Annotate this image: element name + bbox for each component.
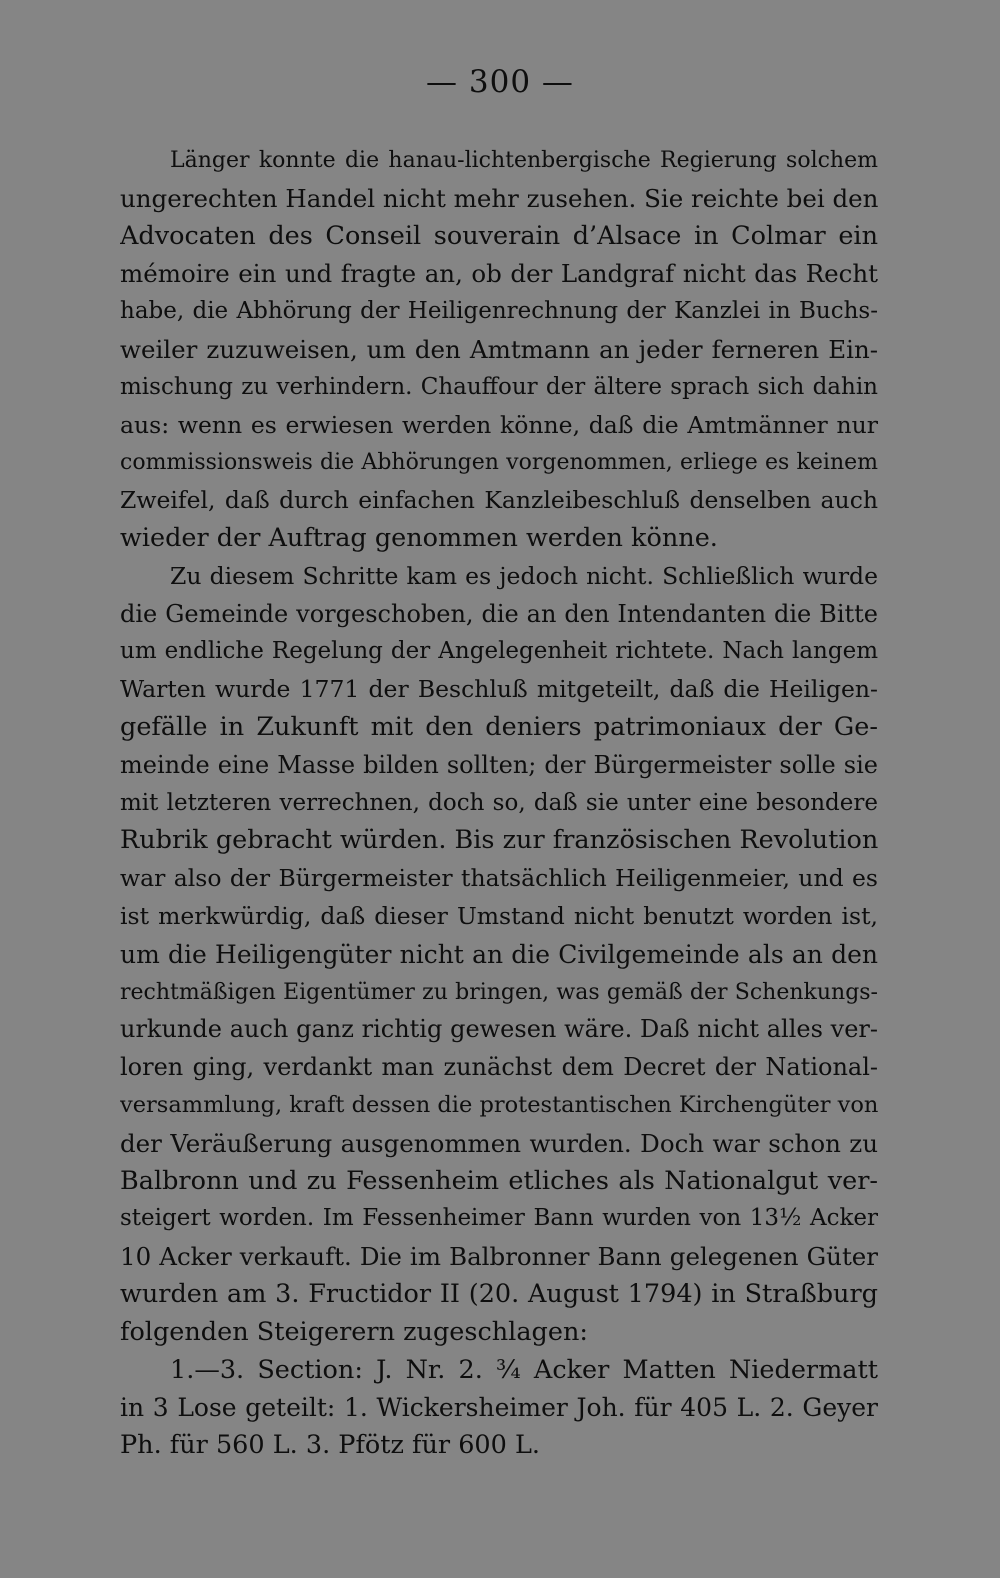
text-line: Ph. für 560 L. 3. Pfötz für 600 L. bbox=[120, 1430, 541, 1461]
text-line: versammlung, kraft dessen die protestantischen Kirchengüter von bbox=[120, 1091, 878, 1118]
text-line: steigert worden. Im Fessenheimer Bann wurden von 13½ Acker bbox=[120, 1205, 878, 1232]
text-line: 10 Acker verkauft. Die im Balbronner Bann gelegenen Güter bbox=[120, 1242, 878, 1272]
text-line: Zu diesem Schritte kam es jedoch nicht. Schließlich wurde bbox=[170, 561, 878, 590]
text-line: Zweifel, daß durch einfachen Kanzleibeschluß denselben auch bbox=[120, 486, 878, 515]
text-line: mit letzteren verrechnen, doch so, daß sie unter eine besondere bbox=[120, 789, 878, 816]
text-line: commissionsweis die Abhörungen vorgenommen, erliege es keinem bbox=[120, 450, 878, 476]
text-line: Balbronn und zu Fessenheim etliches als Nationalgut ver- bbox=[120, 1165, 878, 1196]
text-line: habe, die Abhörung der Heiligenrechnung der Kanzlei in Buchs- bbox=[120, 298, 878, 325]
text-line: mémoire ein und fragte an, ob der Landgraf nicht das Recht bbox=[120, 259, 878, 289]
text-line: ungerechten Handel nicht mehr zusehen. Sie reichte bei den bbox=[120, 183, 878, 213]
text-line: loren ging, verdankt man zunächst dem Decret der National- bbox=[120, 1053, 878, 1082]
text-line: war also der Bürgermeister thatsächlich Heiligenmeier, und es bbox=[120, 864, 878, 893]
text-line: rechtmäßigen Eigentümer zu bringen, was gemäß der Schenkungs- bbox=[120, 979, 878, 1005]
text-line: um die Heiligengüter nicht an die Civilgemeinde als an den bbox=[120, 939, 878, 969]
text-line: aus: wenn es erwiesen werden könne, daß die Amtmänner nur bbox=[120, 410, 878, 439]
text-line: Warten wurde 1771 der Beschluß mitgeteilt, daß die Heiligen- bbox=[120, 675, 878, 704]
text-line: folgenden Steigerern zugeschlagen: bbox=[120, 1316, 588, 1347]
text-line: mischung zu verhindern. Chauffour der ältere sprach sich dahin bbox=[120, 373, 878, 400]
page-number: — 300 — bbox=[426, 64, 574, 100]
text-line: 1.—3. Section: J. Nr. 2. ¾ Acker Matten Niedermatt bbox=[170, 1354, 878, 1385]
text-line: wieder der Auftrag genommen werden könne. bbox=[120, 522, 718, 553]
text-line: in 3 Lose geteilt: 1. Wickersheimer Joh. für 405 L. 2. Geyer bbox=[120, 1393, 878, 1423]
text-line: um endliche Regelung der Angelegenheit richtete. Nach langem bbox=[120, 638, 878, 665]
text-line: wurden am 3. Fructidor II (20. August 1794) in Straßburg bbox=[120, 1278, 878, 1309]
text-line: meinde eine Masse bilden sollten; der Bürgermeister solle sie bbox=[120, 750, 878, 779]
text-line: urkunde auch ganz richtig gewesen wäre. Daß nicht alles ver- bbox=[120, 1015, 878, 1044]
body-text bbox=[120, 142, 878, 1465]
text-line: Länger konnte die hanau-lichtenbergische Regierung solchem bbox=[170, 148, 878, 173]
text-line: ist merkwürdig, daß dieser Umstand nicht benutzt worden ist, bbox=[120, 901, 878, 930]
text-line: der Veräußerung ausgenommen wurden. Doch war schon zu bbox=[120, 1128, 878, 1158]
text-line: Rubrik gebracht würden. Bis zur französischen Revolution bbox=[120, 825, 878, 856]
text-line: gefälle in Zukunft mit den deniers patrimoniaux der Ge- bbox=[120, 711, 878, 742]
text-line: Advocaten des Conseil souverain d’Alsace in Colmar ein bbox=[120, 220, 878, 251]
text-line: weiler zuzuweisen, um den Amtmann an jeder ferneren Ein- bbox=[120, 334, 878, 364]
text-line: die Gemeinde vorgeschoben, die an den Intendanten die Bitte bbox=[120, 599, 878, 628]
